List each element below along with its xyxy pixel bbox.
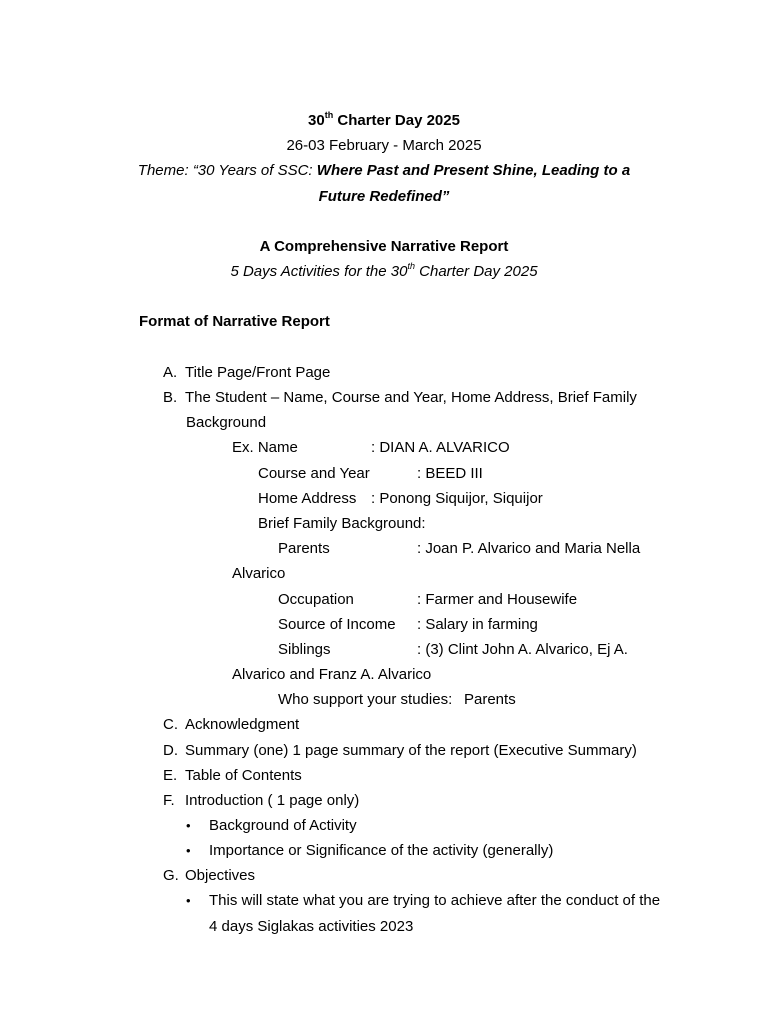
bullet-item-g1: This will state what you are trying to achieve after the conduct of the [209, 892, 661, 909]
list-item-g: G. Objectives [163, 867, 256, 884]
event-title: 30th Charter Day 2025 [308, 110, 460, 129]
bullet-item-f1: Background of Activity [209, 817, 357, 834]
example-parents-cont: Alvarico [232, 565, 286, 582]
list-item-d: D. Summary (one) 1 page summary of the report (Executive Summary) [163, 742, 637, 759]
bullet-icon: • [186, 818, 191, 833]
example-address-label: Home Address [258, 490, 357, 507]
list-item-b-cont: Background [186, 414, 267, 431]
example-name-value: : DIAN A. ALVARICO [371, 439, 510, 456]
list-item-f: F. Introduction ( 1 page only) [163, 792, 360, 809]
event-dates: 26-03 February - March 2025 [286, 137, 482, 154]
list-item-a: A. Title Page/Front Page [163, 364, 331, 381]
event-theme-cont: Future Redefined” [318, 188, 450, 205]
event-theme: Theme: “30 Years of SSC: Where Past and Present Shine, Leading to a [137, 162, 631, 179]
example-parents-value: : Joan P. Alvarico and Maria Nella [417, 540, 641, 557]
example-occupation-label: Occupation [278, 591, 354, 608]
bullet-item-f2: Importance or Significance of the activity (generally) [209, 842, 554, 859]
example-support-label: Who support your studies: [278, 691, 453, 708]
bullet-icon: • [186, 843, 191, 858]
list-item-b: B. The Student – Name, Course and Year, Home Address, Brief Family [163, 389, 637, 406]
report-title: A Comprehensive Narrative Report [259, 238, 509, 255]
example-family-label: Brief Family Background: [258, 515, 426, 532]
example-income-label: Source of Income [278, 616, 396, 633]
example-parents-label: Parents [278, 540, 330, 557]
bullet-item-g1-cont: 4 days Siglakas activities 2023 [209, 918, 414, 935]
example-name-label: Ex. Name [232, 439, 298, 456]
section-heading: Format of Narrative Report [139, 313, 330, 330]
example-siblings-value: : (3) Clint John A. Alvarico, Ej A. [417, 641, 628, 658]
list-item-e: E. Table of Contents [163, 767, 302, 784]
example-occupation-value: : Farmer and Housewife [417, 591, 578, 608]
example-course-label: Course and Year [258, 465, 370, 482]
report-subtitle: 5 Days Activities for the 30th Charter Day 2025 [230, 261, 538, 280]
example-siblings-cont: Alvarico and Franz A. Alvarico [232, 666, 432, 683]
example-address-value: : Ponong Siquijor, Siquijor [371, 490, 543, 507]
example-siblings-label: Siblings [278, 641, 331, 658]
list-item-c: C. Acknowledgment [163, 716, 300, 733]
example-income-value: : Salary in farming [417, 616, 538, 633]
example-support-value: Parents [464, 691, 516, 708]
example-course-value: : BEED III [417, 465, 483, 482]
bullet-icon: • [186, 893, 191, 908]
